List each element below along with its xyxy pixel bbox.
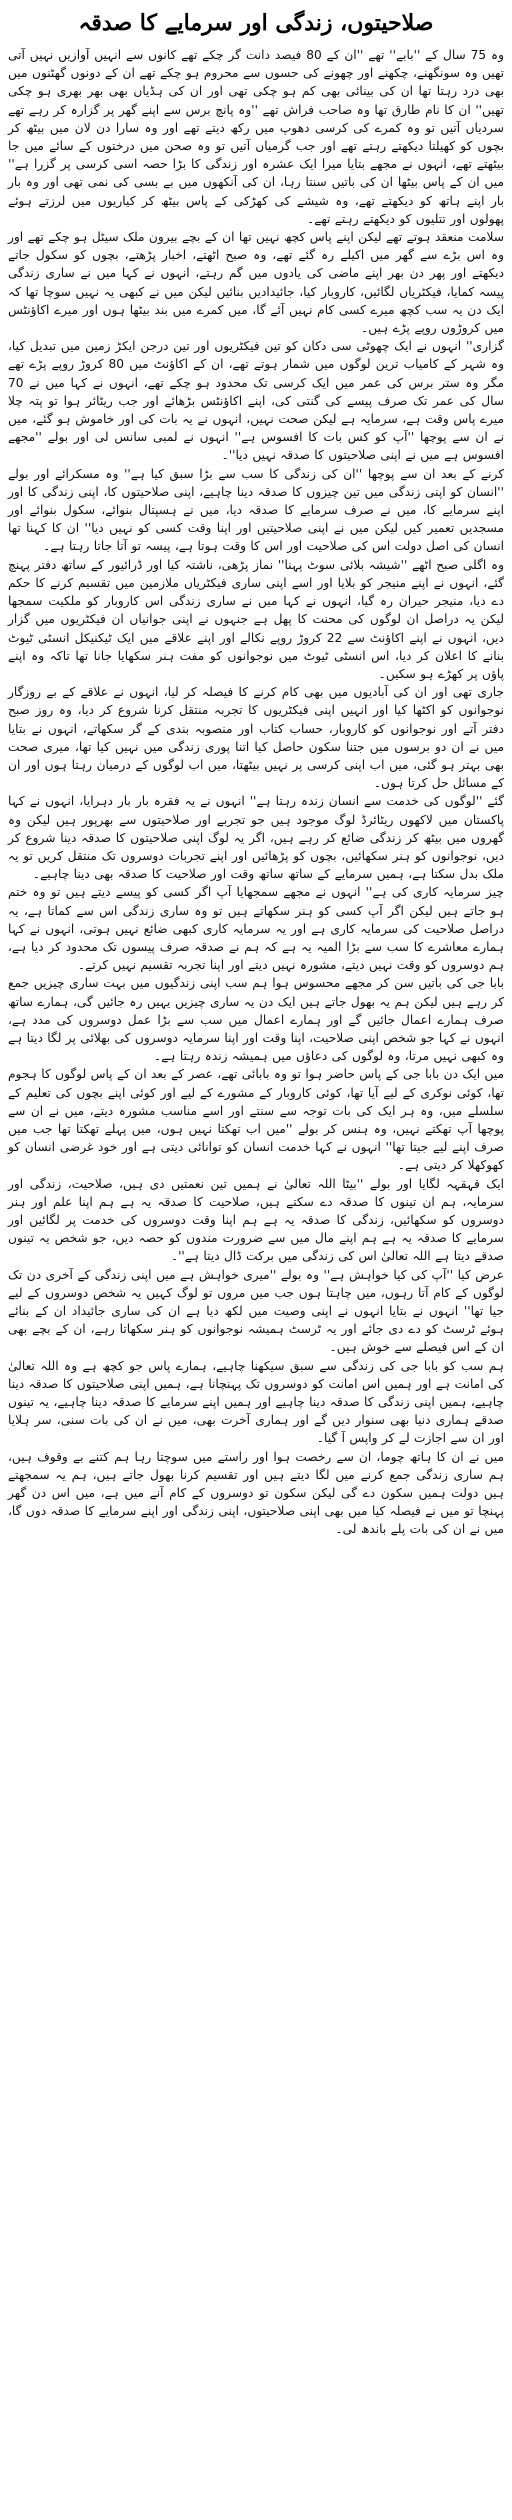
article-paragraph: گئے ''لوگوں کی خدمت سے انسان زندہ رہتا ہے'' انہوں نے یہ فقرہ بار بار دہرایا، انہوں نے کہا پاکستان میں لاکھوں ریٹائرڈ لوگ موجود ہیں جو تجربے اور صلاحیتوں سے بھرپور ہیں لیکن وہ گھروں میں بیٹھ کر زندگی ضائع کر رہے ہیں، اگر یہ لوگ اپنی صلاحیتوں کا صدقہ دینا شروع کر دیں، نوجوانوں کو ہنر سکھائیں، بچوں کو پڑھائیں اور اپنے تجربات دوسروں تک منتقل کریں تو یہ ملک بدل سکتا ہے، ہمیں سرمایے کے ساتھ ساتھ وقت اور صلاحیت کا صدقہ بھی دینا چاہیے۔ [8, 794, 504, 882]
article-paragraph: ایک قہقہہ لگایا اور بولے ''بیٹا اللہ تعالیٰ نے ہمیں تین نعمتیں دی ہیں، صلاحیت، زندگی اور سرمایہ، ہم ان تینوں کا صدقہ دے سکتے ہیں، صلاحیت کا صدقہ یہ ہے ہم اپنا علم اور ہنر دوسروں کو سکھائیں، زندگی کا صدقہ یہ ہے ہم اپنا وقت دوسروں کی خدمت پر لگائیں اور سرمایے کا صدقہ یہ ہے ہم اپنے مال میں سے ضرورت مندوں کو حصہ دیں، جو شخص یہ تینوں صدقے دیتا ہے اللہ تعالیٰ اس کی زندگی میں برکت ڈال دیتا ہے''۔ [8, 1176, 504, 1264]
article-paragraph: ہم سب کو بابا جی کی زندگی سے سبق سیکھنا چاہیے، ہمارے پاس جو کچھ ہے وہ اللہ تعالیٰ کی امانت ہے اور ہمیں اس امانت کو دوسروں تک پہنچانا ہے، ہمیں اپنی صلاحیتوں کا صدقہ دینا چاہیے، ہمیں اپنی زندگی کا صدقہ دینا چاہیے اور ہمیں اپنے سرمایے کا صدقہ دینا چاہیے، یہ تینوں صدقے ہماری دنیا بھی سنوار دیں گے اور ہماری آخرت بھی، میں نے ان کی بات سنی، سر ہلایا اور ان سے اجازت لے کر واپس آ گیا۔ [8, 1358, 504, 1446]
article-paragraph: چیز سرمایہ کاری کی ہے'' انہوں نے مجھے سمجھایا آپ اگر کسی کو پیسے دیتے ہیں تو وہ ختم ہو جاتے ہیں لیکن اگر آپ کسی کو ہنر سکھاتے ہیں تو وہ ساری زندگی اس سے کماتا ہے، یہ دراصل صلاحیت کی سرمایہ کاری ہے اور یہ سرمایہ کاری کبھی ضائع نہیں ہوتی، انہوں نے کہا ہمارے معاشرے کا سب سے بڑا المیہ یہ ہے کہ ہم نے صدقہ صرف پیسوں تک محدود کر دیا ہے، ہم دوسروں کو وقت نہیں دیتے، مشورہ نہیں دیتے اور اپنا تجربہ تقسیم نہیں کرتے۔ [8, 885, 504, 973]
article-paragraph: بابا جی کی باتیں سن کر مجھے محسوس ہوا ہم سب اپنی زندگیوں میں بہت ساری چیزیں جمع کر رہے ہیں لیکن ہم یہ بھول جاتے ہیں ایک دن یہ ساری چیزیں یہیں رہ جائیں گی، ہمارے ساتھ صرف ہمارے اعمال جائیں گے اور ہمارے اعمال میں سب سے بڑا عمل دوسروں کی مدد ہے، انہوں نے کہا جو شخص اپنی صلاحیت، اپنا وقت اور اپنا سرمایہ دوسروں کی بھلائی پر لگا دیتا ہے وہ کبھی نہیں مرتا، وہ لوگوں کی دعاؤں میں ہمیشہ زندہ رہتا ہے۔ [8, 976, 504, 1064]
article-paragraph: وہ 75 سال کے ''بابے'' تھے ''ان کے 80 فیصد دانت گر چکے تھے کانوں سے انہیں آوازیں نہیں آتی تھیں وہ سونگھنے، چکھنے اور چھونے کی حسوں سے محروم ہو چکے تھے ان کے دونوں گھٹنوں میں بھی درد رہتا تھا ان کی بینائی بھی کم ہو چکی تھی اور ان کی ہڈیاں بھی بھر بھری ہو چکی تھیں'' ان کا نام طارق تھا وہ صاحب فراش تھے ''وہ پانچ برس سے اپنے گھر پر گزارہ کر رہے تھے سردیاں آتیں تو وہ کمرے کی کرسی دھوپ میں رکھ دیتے تھے اور وہ سارا دن لان میں بیٹھ کر بچوں کو کھیلتا دیکھتے رہتے تھے اور جب گرمیاں آتیں تو وہ صحن میں درختوں کے سائے میں جا بیٹھتے تھے، انہوں نے مجھے بتایا میرا ایک عشرہ اور زندگی کا بڑا حصہ اسی کرسی پر گزرا ہے'' میں ان کے پاس بیٹھا ان کی باتیں سنتا رہا، ان کی آنکھوں میں بے بسی کی نمی تھی اور وہ بار بار اپنے ہاتھ کو دیکھتے تھے، وہ شیشے کی کھڑکی کے پاس بیٹھ کر کیاریوں میں لرزتے ہوئے پھولوں اور تتلیوں کو دیکھتے رہتے تھے۔ [8, 48, 505, 226]
article-paragraph: سلامت منعقد ہوتے تھے لیکن اپنے پاس کچھ نہیں تھا ان کے بچے بیرون ملک سیٹل ہو چکے تھے اور وہ اس بڑے سے گھر میں اکیلے رہ گئے تھے، وہ صبح اٹھتے، اخبار پڑھتے، بچوں کو سکول جاتے دیکھتے اور پھر دن بھر اپنے ماضی کی یادوں میں گم رہتے، انہوں نے کہا میں نے ساری زندگی پیسہ کمایا، فیکٹریاں لگائیں، کاروبار کیا، جائیدادیں بنائیں لیکن میں نے کبھی یہ نہیں سوچا تھا کہ ایک دن یہ سب کچھ میرے کسی کام نہیں آئے گا، میں کمرے میں بند بیٹھا ہوں اور میرے اکاؤنٹس میں کروڑوں روپے پڑے ہیں۔ [8, 230, 504, 336]
article-headline: صلاحیتوں، زندگی اور سرمایے کا صدقہ [78, 10, 434, 36]
article-paragraph: میں نے ان کا ہاتھ چوما، ان سے رخصت ہوا اور راستے میں سوچتا رہا ہم کتنے بے وقوف ہیں، ہم ساری زندگی جمع کرنے میں لگا دیتے ہیں اور تقسیم کرنا بھول جاتے ہیں، ہم یہ سمجھتے ہیں دولت ہمیں سکون دے گی لیکن سکون تو دوسروں کے کام آنے میں ہے، میں اس دن گھر پہنچا تو میں نے فیصلہ کیا میں بھی اپنی صلاحیتوں، اپنی زندگی اور اپنے سرمایے کا صدقہ دوں گا، میں نے ان کی بات پلے باندھ لی۔ [8, 1449, 504, 1537]
article-body [8, 46, 504, 1539]
article-paragraph: میں ایک دن بابا جی کے پاس حاضر ہوا تو وہ بابائی تھے، عصر کے بعد ان کے پاس لوگوں کا ہجوم تھا، کوئی نوکری کے لیے آیا تھا، کوئی کاروبار کے مشورے کے لیے اور کوئی اپنے بچوں کی تعلیم کے سلسلے میں، وہ ہر ایک کی بات توجہ سے سنتے اور اسے مناسب مشورہ دیتے، میں نے ان سے پوچھا آپ تھکتے نہیں، وہ ہنس کر بولے ''میں اب تھکتا نہیں ہوں، میں پہلے تھکتا تھا جب میں صرف اپنے لیے جیتا تھا'' انہوں نے کہا خدمت انسان کو توانائی دیتی ہے اور خود غرضی انسان کو کھوکھلا کر دیتی ہے۔ [8, 1067, 504, 1173]
article-paragraph: گزاری'' انہوں نے ایک چھوٹی سی دکان کو تین فیکٹریوں اور تین درجن ایکڑ زمین میں تبدیل کیا، وہ شہر کے کامیاب ترین لوگوں میں شمار ہوتے تھے، ان کے اکاؤنٹ میں 80 کروڑ روپے پڑے تھے مگر وہ ستر برس کی عمر میں ایک کرسی تک محدود ہو چکے تھے، انہوں نے کہا میں نے 70 سال کی عمر تک صرف پیسے کی گنتی کی، اپنے اکاؤنٹس بڑھائے اور جب ریٹائر ہوا تو پتہ چلا میرے پاس وقت ہے، سرمایہ ہے لیکن صحت نہیں، انہوں نے یہ بات کی اور خاموش ہو گئے، میں نے ان سے پوچھا ''آپ کو کس بات کا افسوس ہے'' انہوں نے لمبی سانس لی اور بولے ''مجھے افسوس ہے میں نے اپنی صلاحیتوں کا صدقہ نہیں دیا''۔ [8, 339, 504, 463]
article-paragraph: عرض کیا ''آپ کی کیا خواہش ہے'' وہ بولے ''میری خواہش ہے میں اپنی زندگی کے آخری دن تک لوگوں کے کام آتا رہوں، میں چاہتا ہوں جب میں مروں تو لوگ کہیں یہ شخص دوسروں کے لیے جیا تھا'' انہوں نے بتایا انہوں نے اپنی وصیت میں لکھ دیا ہے ان کی ساری جائیداد ان کے بنائے ہوئے ٹرسٹ کو دے دی جائے اور یہ ٹرسٹ ہمیشہ نوجوانوں کو ہنر سکھاتا رہے، ان کے بچے بھی ان کے اس فیصلے سے خوش ہیں۔ [8, 1267, 504, 1355]
article-paragraph: وہ اگلی صبح اٹھے ''شیشہ بلائی سوٹ پہنا'' نماز پڑھی، ناشتہ کیا اور ڈرائیور کے ساتھ دفتر پہنچ گئے، انہوں نے اپنے منیجر کو بلایا اور اسے اپنی ساری فیکٹریاں ملازمین میں تقسیم کرنے کا حکم دے دیا، منیجر حیران رہ گیا، انہوں نے کہا میں نے ساری زندگی اس کاروبار کو ملکیت سمجھا لیکن یہ دراصل ان لوگوں کی محنت کا پھل ہے جنہوں نے اپنی جوانیاں ان فیکٹریوں میں گزار دیں، انہوں نے اپنے اکاؤنٹ سے 22 کروڑ روپے نکالے اور اپنے علاقے میں ایک ٹیکنیکل انسٹی ٹیوٹ بنانے کا اعلان کر دیا، اس انسٹی ٹیوٹ میں نوجوانوں کو مفت ہنر سکھایا جانا تھا تاکہ وہ اپنے پاؤں پر کھڑے ہو سکیں۔ [8, 557, 504, 681]
article-paragraph: جاری تھی اور ان کی آبادیوں میں بھی کام کرنے کا فیصلہ کر لیا، انہوں نے علاقے کے بے روزگار نوجوانوں کو اکٹھا کیا اور انہیں اپنی فیکٹریوں کا تجربہ منتقل کرنا شروع کر دیا، وہ روز صبح دفتر آتے اور نوجوانوں کو کاروبار، حساب کتاب اور منصوبہ بندی کے گر سکھاتے، انہوں نے بتایا میں نے ان دو برسوں میں جتنا سکون حاصل کیا اتنا پوری زندگی میں نہیں کیا تھا، میری صحت بھی بہتر ہو گئی، میں اب اپنی کرسی پر نہیں بیٹھتا، میں اب لوگوں کے درمیان رہتا ہوں اور ان کے مسائل حل کرتا ہوں۔ [8, 685, 504, 791]
article-paragraph: کرنے کے بعد ان سے پوچھا ''ان کی زندگی کا سب سے بڑا سبق کیا ہے'' وہ مسکرائے اور بولے ''انسان کو اپنی زندگی میں تین چیزوں کا صدقہ دینا چاہیے، اپنی صلاحیتوں کا، اپنی زندگی کا اور اپنے سرمایے کا، میں نے صرف سرمایے کا صدقہ دیا، میں نے ہسپتال بنوائے، سکول بنوائے اور مسجدیں تعمیر کیں لیکن میں نے اپنی صلاحیتیں اور اپنا وقت کسی کو نہیں دیا'' ان کا کہنا تھا انسان کی اصل دولت اس کی صلاحیت اور اس کا وقت ہوتا ہے، پیسہ تو آتا جاتا رہتا ہے۔ [8, 466, 504, 554]
